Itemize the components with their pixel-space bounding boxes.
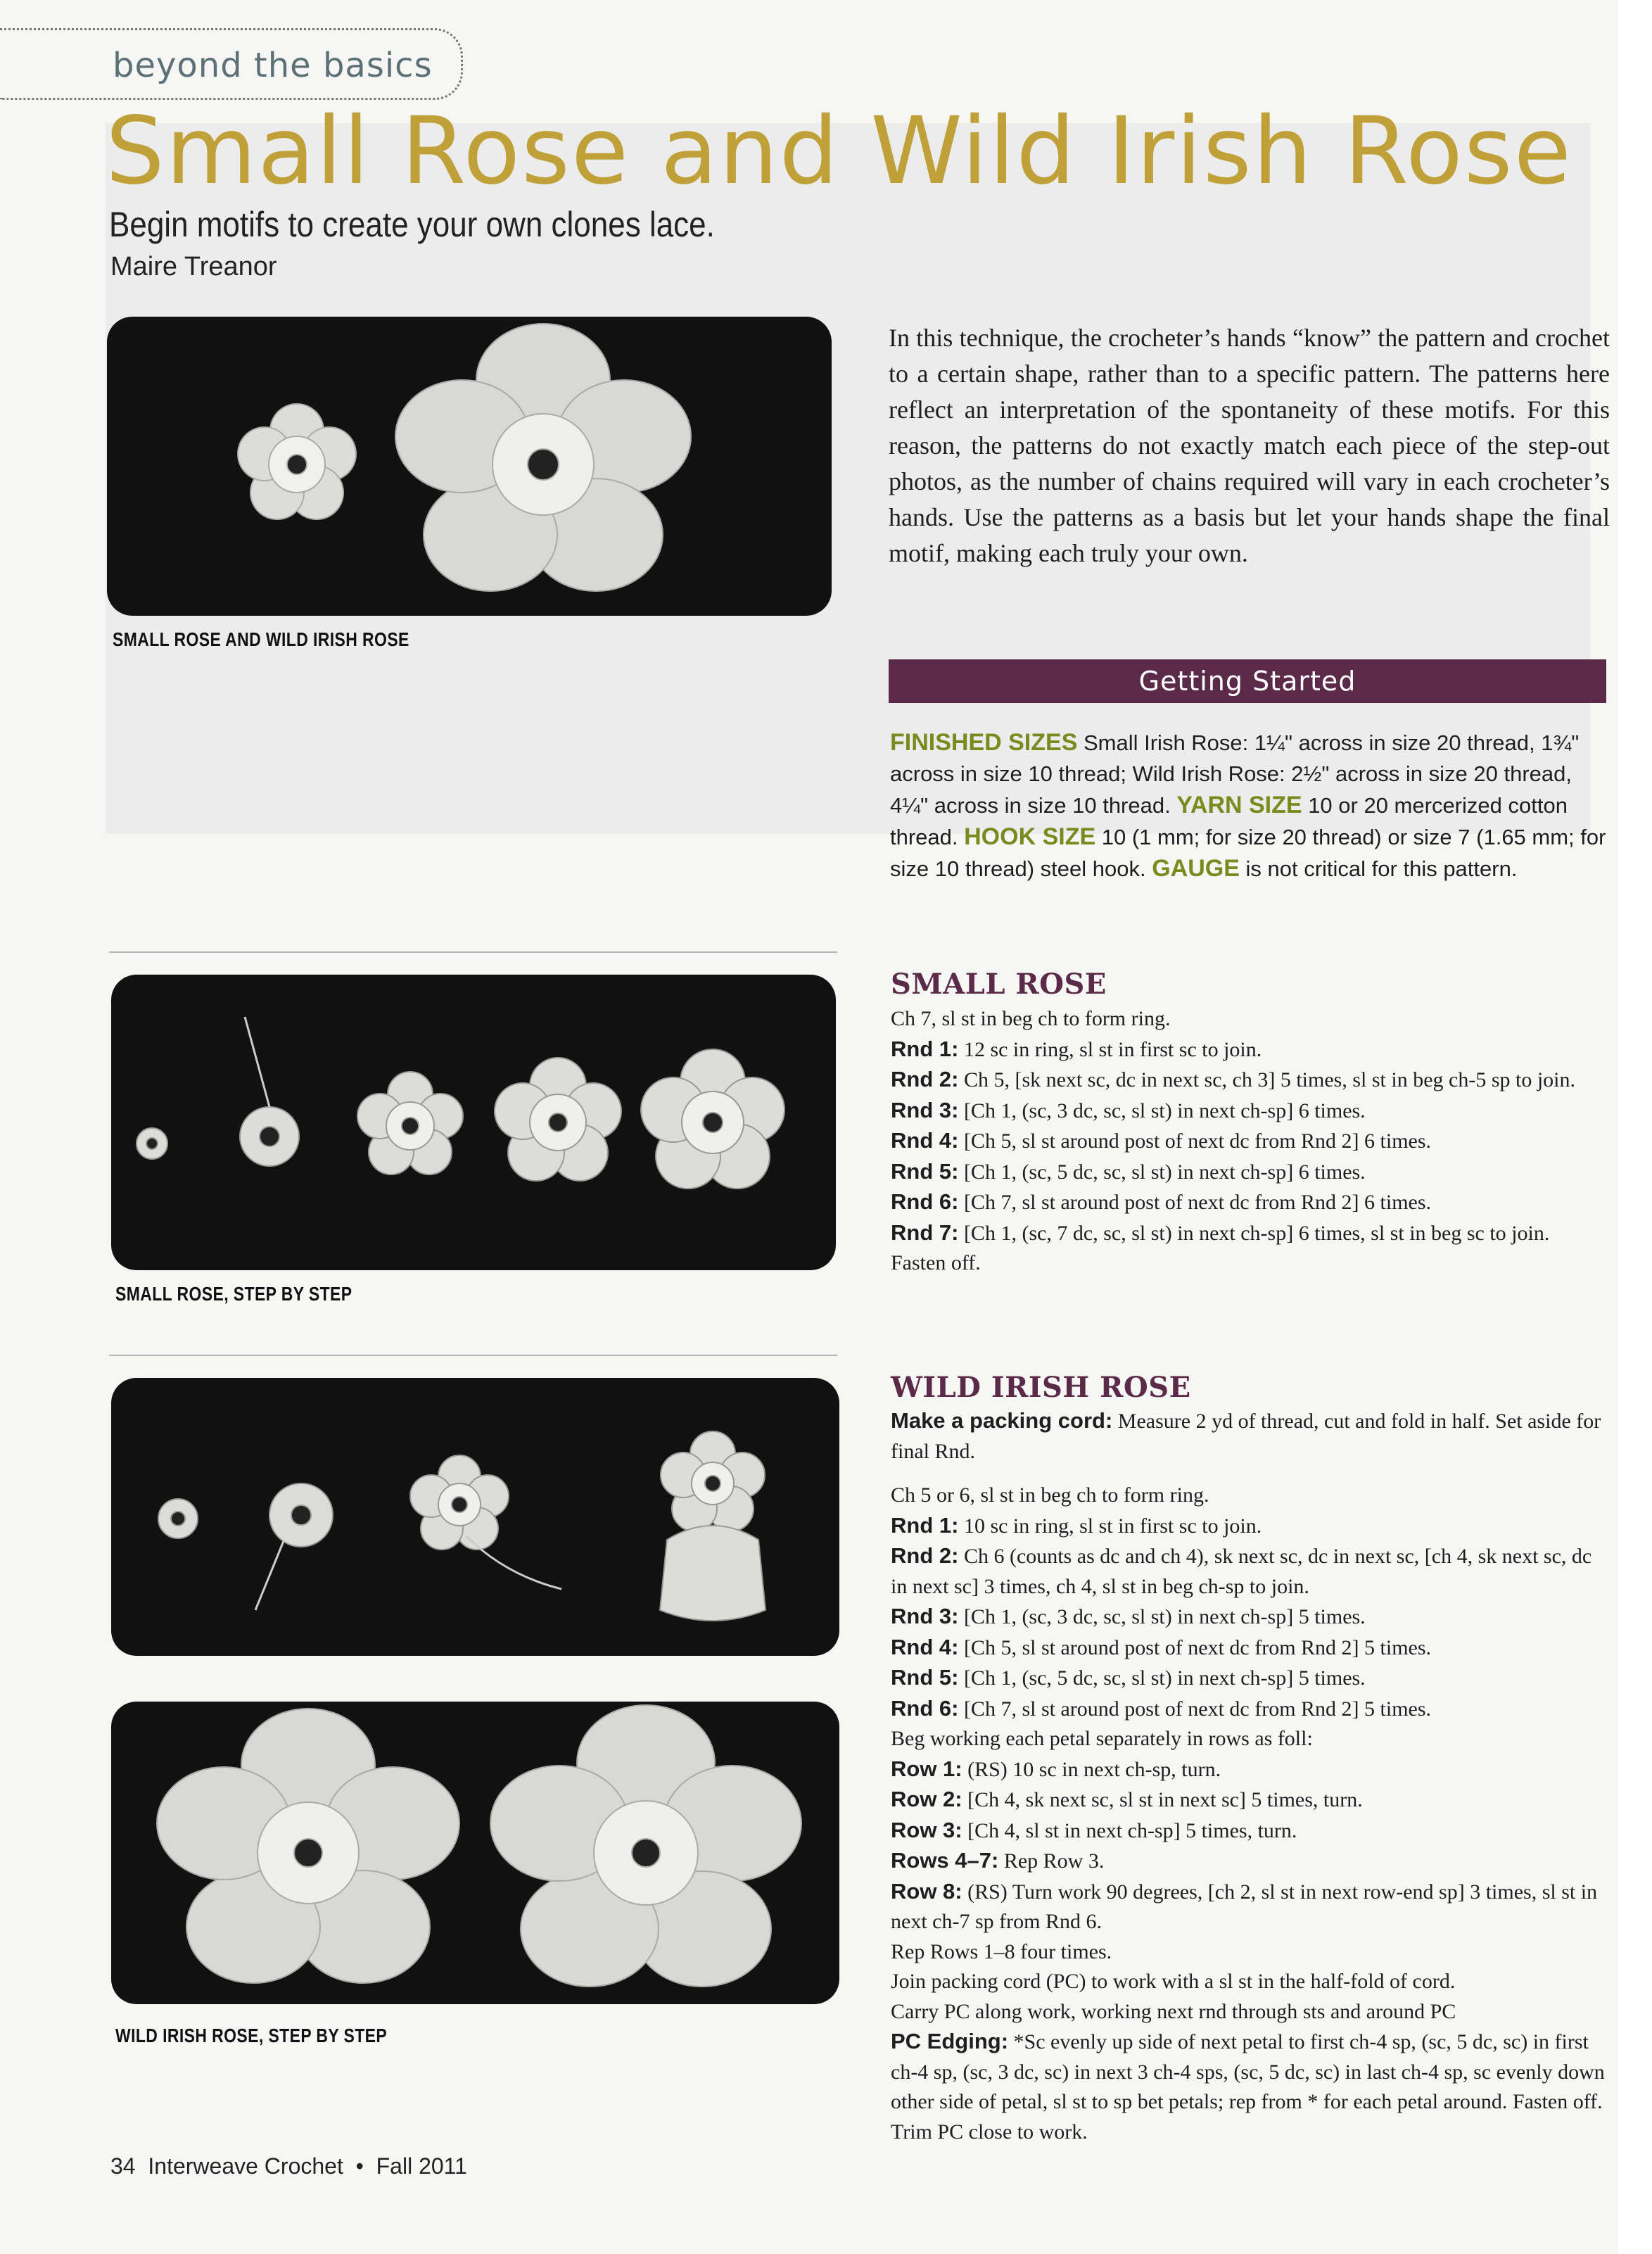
round-text: [Ch 1, (sc, 3 dc, sc, sl st) in next ch-sp] 5 times. (958, 1605, 1366, 1628)
pattern-line (891, 1126, 1608, 1157)
row-label: Rows 4–7: (891, 1848, 999, 1873)
join-line: Join packing cord (PC) to work with a sl st in the half-fold of cord. (891, 1970, 1456, 1993)
round-text: [Ch 1, (sc, 3 dc, sc, sl st) in next ch-sp] 6 times. (958, 1098, 1366, 1122)
photo-caption-1: SMALL ROSE AND WILD IRISH ROSE (113, 628, 409, 650)
page-footer (110, 2153, 467, 2179)
edging-label: PC Edging: (891, 2029, 1009, 2053)
row-label: Row 3: (891, 1817, 962, 1842)
photo-wild-rose-finished (111, 1702, 839, 2004)
row-label: Row 8: (891, 1878, 962, 1904)
page-edge (1618, 0, 1652, 2254)
pattern-line (891, 1187, 1608, 1218)
round-label: Rnd 3: (891, 1604, 959, 1628)
packing-cord-line (891, 1406, 1608, 1467)
round-text: [Ch 1, (sc, 5 dc, sc, sl st) in next ch-sp] 6 times. (958, 1160, 1366, 1184)
divider-rule (109, 1355, 837, 1356)
round-label: Rnd 6: (891, 1189, 959, 1214)
round-text: [Ch 1, (sc, 5 dc, sc, sl st) in next ch-sp] 5 times. (958, 1666, 1366, 1690)
pattern-line (891, 1218, 1608, 1279)
gauge-text: is not critical for this pattern. (1239, 856, 1518, 881)
round-text: 12 sc in ring, sl st in first sc to join. (958, 1037, 1262, 1061)
getting-started-header: Getting Started (889, 659, 1606, 703)
round-label: Rnd 6: (891, 1695, 959, 1721)
photo-caption-2: SMALL ROSE, STEP BY STEP (115, 1283, 352, 1305)
page-number: 34 (110, 2153, 136, 2179)
round-label: Rnd 4: (891, 1128, 959, 1153)
section-tag (0, 28, 463, 100)
small-rose-intro: Ch 7, sl st in beg ch to form ring. (891, 1007, 1171, 1030)
rose-motifs-illustration (107, 317, 832, 616)
edging-text: *Sc evenly up side of next petal to first ch-4 sp, (sc, 5 dc, sc) in first ch-4 sp, (sc, 3 dc, sc) in next 3 ch-4 sps, (sc, 5 dc, sc) in last ch-4 sp, sc evenly down other side of petal, sl st to sp bet petals; rep from * for each petal around. Fasten off. Trim PC close to work. (891, 2030, 1605, 2144)
pattern-line (891, 1096, 1608, 1127)
pattern-line (891, 1663, 1608, 1694)
article-title: Small Rose and Wild Irish Rose (106, 97, 1572, 205)
divider-rule (109, 951, 837, 953)
photo-small-rose-steps (111, 975, 836, 1270)
pattern-line (891, 1877, 1608, 1937)
carry-line: Carry PC along work, working next rnd through sts and around PC (891, 1999, 1456, 2023)
round-label: Rnd 2: (891, 1543, 959, 1568)
row-text: [Ch 4, sl st in next ch-sp] 5 times, turn. (962, 1818, 1297, 1842)
small-rose-pattern (891, 1004, 1608, 1279)
finished-sizes-text: Small Irish Rose: 1¼" across in size 20 thread, 1¾" across in size 10 thread; Wild Irish Rose: 2½" across in size 20 thread, 4¼" across in size 10 thread. (890, 730, 1580, 818)
round-text: Ch 6 (counts as dc and ch 4), sk next sc, dc in next sc, [ch 4, sk next sc, dc in next sc] 3 times, ch 4, sl st in beg ch-sp to join. (891, 1545, 1592, 1598)
pattern-line (891, 1034, 1608, 1065)
footer-bullet: • (355, 2153, 364, 2179)
pattern-line (891, 1602, 1608, 1633)
pattern-line (891, 1846, 1608, 1877)
round-text: [Ch 5, sl st around post of next dc from Rnd 2] 6 times. (958, 1129, 1432, 1153)
pattern-line (891, 1785, 1608, 1816)
article-author: Maire Treanor (110, 252, 277, 281)
round-text: [Ch 1, (sc, 7 dc, sc, sl st) in next ch-sp] 6 times, sl st in beg sc to join. Fasten off. (891, 1221, 1550, 1274)
round-label: Rnd 2: (891, 1067, 959, 1091)
row-text: Rep Row 3. (998, 1849, 1105, 1873)
round-label: Rnd 7: (891, 1220, 959, 1245)
photo-wild-rose-steps (111, 1378, 839, 1656)
round-text: Ch 5, [sk next sc, dc in next sc, ch 3] 5 times, sl st in beg ch-5 sp to join. (958, 1068, 1575, 1091)
wild-irish-rose-pattern (891, 1406, 1608, 2147)
petal-intro: Beg working each petal separately in rows as foll: (891, 1727, 1313, 1750)
repeat-line: Rep Rows 1–8 four times. (891, 1939, 1112, 1963)
gauge-label: GAUGE (1152, 855, 1240, 882)
pattern-line (891, 1754, 1608, 1785)
row-text: (RS) 10 sc in next ch-sp, turn. (962, 1757, 1221, 1781)
wild-rose-intro: Ch 5 or 6, sl st in beg ch to form ring. (891, 1483, 1209, 1507)
intro-paragraph: In this technique, the crocheter’s hands “know” the pattern and crochet to a certain shape, rather than to a specific pattern. The patterns here reflect an interpretation of the spontaneity of these motifs. For this reason, the patterns do not exactly match each piece of the step-out photos, as the number of chains required will vary in each crocheter’s hands. Use the patterns as a basis but let your hands shape the final motif, making each truly your own. (889, 324, 1610, 567)
photo-finished-motifs (107, 317, 832, 616)
pattern-line (891, 1511, 1608, 1542)
small-rose-steps-illustration (111, 975, 836, 1270)
specs-block (890, 727, 1608, 885)
edging-line (891, 2027, 1608, 2147)
issue-name: Fall 2011 (376, 2153, 467, 2179)
wild-irish-rose-heading: WILD IRISH ROSE (891, 1371, 1191, 1404)
pattern-line (891, 1541, 1608, 1602)
wild-rose-finished-illustration (111, 1702, 839, 2004)
small-rose-heading: SMALL ROSE (891, 968, 1107, 1001)
round-label: Rnd 1: (891, 1036, 959, 1061)
pattern-line (891, 1694, 1608, 1725)
round-label: Rnd 1: (891, 1512, 959, 1538)
finished-sizes-label: FINISHED SIZES (890, 729, 1078, 756)
round-text: [Ch 7, sl st around post of next dc from Rnd 2] 6 times. (958, 1191, 1432, 1214)
round-label: Rnd 4: (891, 1634, 959, 1659)
round-text: [Ch 7, sl st around post of next dc from Rnd 2] 5 times. (958, 1697, 1432, 1721)
round-text: [Ch 5, sl st around post of next dc from Rnd 2] 5 times. (958, 1635, 1432, 1659)
section-tag-label: beyond the basics (113, 46, 433, 85)
round-label: Rnd 5: (891, 1158, 959, 1184)
pattern-line (891, 1065, 1608, 1096)
pattern-line (891, 1633, 1608, 1664)
hook-size-label: HOOK SIZE (964, 823, 1096, 850)
magazine-name: Interweave Crochet (148, 2153, 343, 2179)
round-text: 10 sc in ring, sl st in first sc to join. (958, 1514, 1262, 1538)
packing-cord-label: Make a packing cord: (891, 1408, 1113, 1433)
row-label: Row 1: (891, 1756, 962, 1781)
yarn-size-label: YARN SIZE (1176, 792, 1302, 818)
pattern-line (891, 1816, 1608, 1847)
row-text: [Ch 4, sk next sc, sl st in next sc] 5 times, turn. (962, 1788, 1363, 1811)
wild-rose-steps-illustration (111, 1378, 839, 1656)
article-subtitle: Begin motifs to create your own clones lace. (109, 205, 715, 244)
row-text: (RS) Turn work 90 degrees, [ch 2, sl st in next row-end sp] 3 times, sl st in next ch-7 sp from Rnd 6. (891, 1880, 1598, 1933)
row-label: Row 2: (891, 1787, 962, 1811)
pattern-line (891, 1157, 1608, 1188)
round-label: Rnd 5: (891, 1665, 959, 1690)
round-label: Rnd 3: (891, 1097, 959, 1122)
photo-caption-3: WILD IRISH ROSE, STEP BY STEP (115, 2025, 388, 2046)
hook-size-text: 10 (1 mm; for size 20 thread) or size 7 (1.65 mm; for size 10 thread) steel hook. (890, 825, 1606, 881)
yarn-size-text: 10 or 20 mercerized cotton thread. (890, 793, 1568, 849)
packing-cord-text: Measure 2 yd of thread, cut and fold in half. Set aside for final Rnd. (891, 1410, 1601, 1463)
